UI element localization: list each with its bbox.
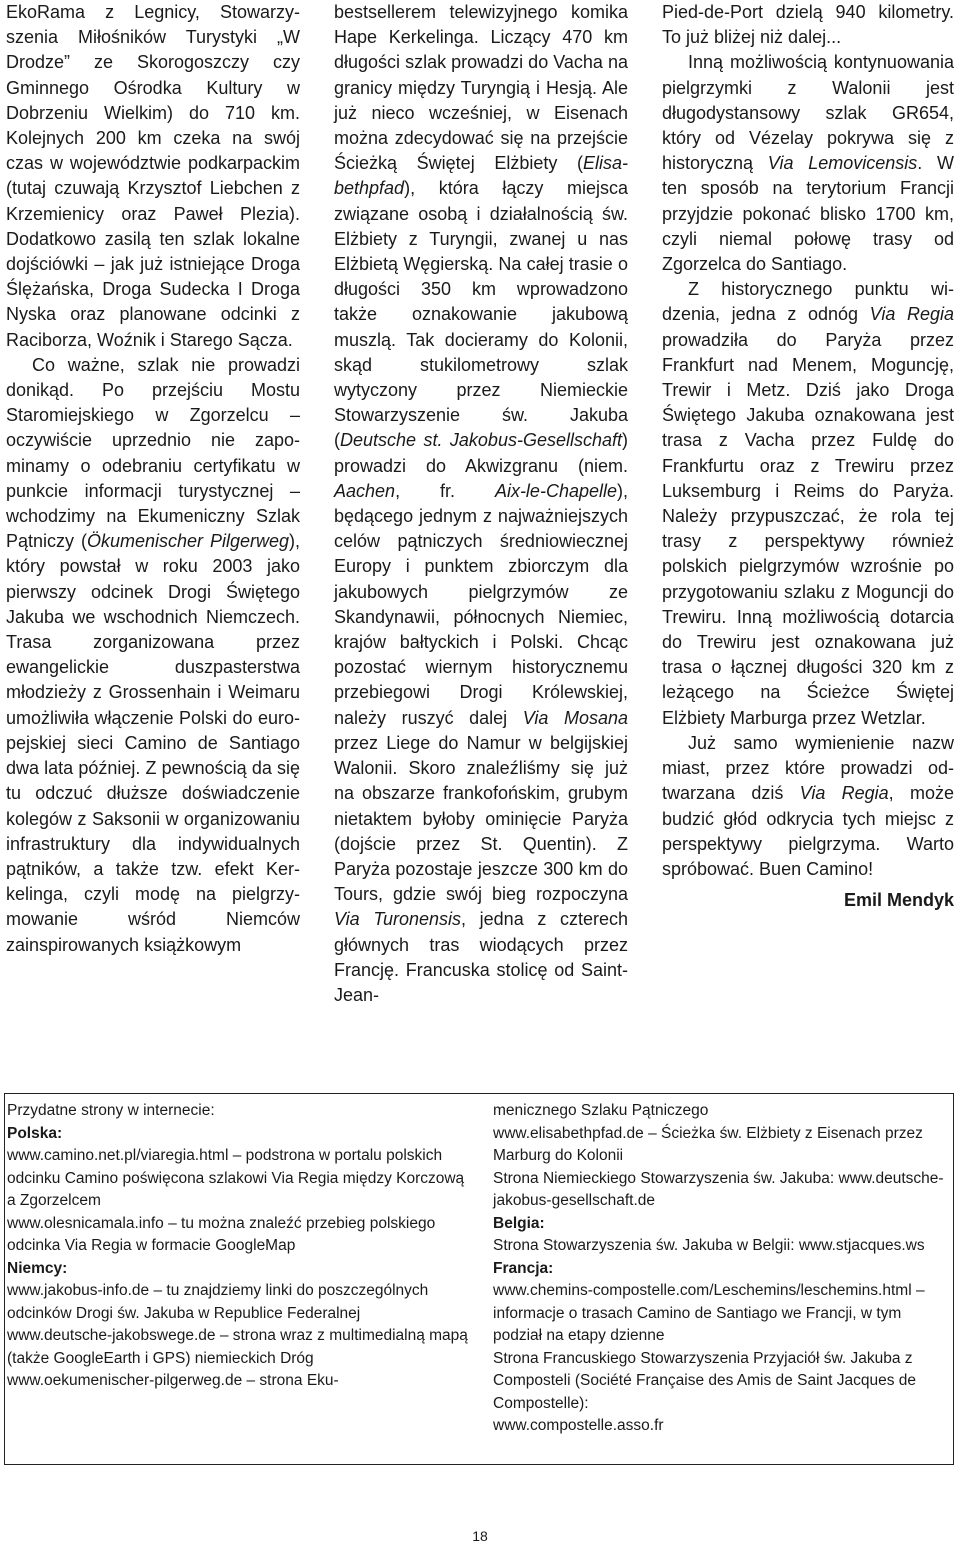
link-entry: www.jakobus-info.de – tu znajdziemy linki do poszczególnych odcinków Drogi św. Jakuba w Republice Federalnej [7, 1282, 429, 1322]
article-paragraph [334, 0, 628, 1008]
text-run: EkoRama z Legnicy, Stowarzyszenia Miłośników Turystyki „W Drodze” ze Skorogoszczy czy Gminnego Ośrodka Kultury w Dobrzeniu Wielkim) do 710 km. Kolejnych 200 km czeka na swój czas w województwie podkarpackim (tutaj czuwają Krzysztof Liebchen z Krzemienicy oraz Paweł Plezia). Dodatkowo zasilą ten szlak lokalne dojściówki – jak już istniejące Droga Ślężańska, Droga Sudecka I Droga Nyska oraz planowane odcinki z Raciborza, Woźnik i Starego Sącza. [6, 2, 300, 350]
text-run: , może budzić głód odkrycia tych miejsc z perspektywy pielgrzyma. Warto spróbować. Buen Camino! [662, 783, 954, 879]
article-paragraph [662, 731, 954, 882]
article-column-3 [662, 0, 954, 913]
country-heading: Francja: [493, 1259, 554, 1277]
italic-term: Via Turonensis [334, 909, 462, 930]
link-entry: Przydatne strony w internecie: [7, 1102, 215, 1119]
italic-term: Via Regia [799, 783, 889, 804]
country-heading: Niemcy: [7, 1259, 68, 1277]
link-entry: Strona Francuskiego Stowarzyszenia Przyjaciół św. Jakuba z Composteli (Société Française des Amis de Saint Jacques de Compostelle): [493, 1349, 917, 1412]
link-entry: www.chemins-compostelle.com/Leschemins/leschemins.html – informacje o trasach Camino de Santiago we Francji, w tym podział na etapy dzienne [493, 1282, 925, 1344]
country-heading: Polska: [7, 1124, 63, 1142]
italic-term: Deutsche st. Jakobus-Gesellschaft [340, 430, 622, 451]
link-entry: www.elisabethpfad.de – Ścieżka św. Elżbiety z Eisenach przez Marburg do Kolonii [493, 1124, 923, 1164]
text-run: bestsellerem telewizyjnego komika Hape Kerkelinga. Liczący 470 km długości szlak prowadzi do Vacha na granicy między Turyngią i Hesją. Ale już nieco wcześniej, w Eisenach można zdecydować się na przejście Ścieżką Świętej Elżbiety ( [334, 2, 628, 174]
link-entry: www.compostelle.asso.fr [493, 1417, 664, 1434]
text-run: Pied-de-Port dzielą 940 kilometry. To już bliżej niż dalej... [662, 2, 954, 48]
article-paragraph [662, 50, 954, 277]
text-run: Już samo wymienienie nazw miast, przez które prowadzi odtwarzana dziś [662, 732, 954, 804]
text-run: Co ważne, szlak nie prowadzi donikąd. Po przejściu Mostu Staromiejskiego w Zgorzelcu – oczywiście uprzednio nie zapominamy o odebraniu certyfikatu w punkcie informacji turystycznej – wchodzimy na Ekumeniczny Szlak Pątniczy ( [6, 354, 300, 552]
article-column-2 [334, 0, 628, 1008]
italic-term: Aix-le-Chapelle [494, 480, 617, 501]
text-run: ) prowadzi do Akwizgranu (niem. [334, 430, 628, 476]
article-paragraph [662, 277, 954, 731]
italic-term: Ökumenischer Pilgerweg [86, 531, 289, 552]
text-run: Z historycznego punktu widzenia, jedna z odnóg [662, 279, 954, 325]
link-entry: Strona Stowarzyszenia św. Jakuba w Belgii: www.stjacques.ws [493, 1237, 925, 1254]
page-number: 18 [472, 1528, 488, 1544]
text-run: , fr. [395, 480, 495, 501]
italic-term: Via Lemovicensis [767, 153, 918, 174]
text-run: przez Liege do Namur w belgijskiej Walonii. Skoro znaleźliśmy się już na obszarze frankofońskim, grubym nietaktem byłoby ominięcie Paryża (dojście przez St. Quentin). Z Paryża pozostaje jeszcze 300 km do Tours, gdzie swój bieg rozpoczyna [334, 732, 628, 905]
text-run: . W ten sposób na terytorium Francji przyjdzie pokonać blisko 1700 km, czyli niemal połowę trasy od Zgorzelca do Santiago. [662, 153, 954, 275]
text-run: ), która łączy miejsca związane osobą i działalnością św. Elżbiety z Turyngii, zwanej u nas Elżbietą Węgierską. Na całej trasie o długości 350 km wprowadzono także oznakowanie jakubową muszlą. Tak docieramy do Kolonii, skąd stukilometrowy szlak wytyczony przez Niemieckie Stowarzyszenie św. Jakuba ( [334, 178, 628, 451]
italic-term: Via Mosana [522, 707, 628, 728]
text-run: prowadziła do Paryża przez Frankfurt nad Menem, Moguncję, Trewir i Metz. Dziś jako Droga Świętego Jakuba oznakowana jest trasa z Vacha przez Fuldę do Frankfurtu oraz z Trewiru przez Luksemburg i Reims do Paryża. Należy przypuszczać, że rola tej trasy z perspektywy również polskich pielgrzymów wzrośnie po przygotowaniu szlaku z Moguncji do Trewiru. Inną możliwością dotarcia do Trewiru jest oznakowana już trasa o łącznej długości 320 km z leżącego na Ścieżce Świętej Elżbiety Marburga przez Wetzlar. [662, 329, 954, 728]
link-entry: www.deutsche-jakobswege.de – strona wraz z multimedialną mapą (także GoogleEarth i GPS) niemieckich Dróg [7, 1327, 468, 1367]
text-run: ), który powstał w roku 2003 jako pierwszy odcinek Drogi Świętego Jakuba we wschodnich Niemczech. Trasa zorganizowana przez ewangelickie duszpasterstwa młodzieży z Grossenhain i Weimaru umożliwiła włączenie Polski do europejskiej sieci Camino de Santiago dwa lata później. Z pewnością da się tu odczuć dłuższe doświadczenie kolegów z Saksonii w organizowaniu infrastruktury dla indywidualnych pątników, a także tzw. efekt Kerkelinga, czyli modę na pielgrzymowanie wśród Niemców zainspirowanych książkowym [6, 531, 300, 955]
link-entry: Strona Niemieckiego Stowarzyszenia św. Jakuba: www.deutsche-jakobus-gesellschaft.de [493, 1169, 944, 1209]
link-entry: menicznego Szlaku Pątniczego [493, 1102, 709, 1119]
link-entry: www.oekumenischer-pilgerweg.de – strona Eku- [7, 1372, 339, 1389]
text-run: Inną możliwością kontynuowania pielgrzymki z Walonii jest długodystansowy szlak GR654, który od Vézelay pokrywa się z historyczną [662, 52, 954, 174]
italic-term: Aachen [334, 480, 396, 501]
article-paragraph [6, 0, 300, 353]
text-run: , jedna z czterech głównych tras wiodących przez Francję. Francuska stolicę od Saint-Jean- [334, 909, 628, 1005]
link-entry: www.olesnicamala.info – tu można znaleźć przebieg polskiego odcinka Via Regia w formacie GoogleMap [7, 1214, 436, 1254]
country-heading: Belgia: [493, 1214, 545, 1232]
links-column-1 [7, 1100, 475, 1393]
italic-term: Via Regia [869, 304, 954, 325]
article-paragraph [6, 353, 300, 958]
useful-links-box [4, 1093, 954, 1465]
italic-term: Elisabethpfad [334, 153, 628, 199]
link-entry: www.camino.net.pl/viaregia.html – podstrona w portalu polskich odcinku Camino poświęcona szlakowi Via Regia między Korczową a Zgorzelcem [7, 1147, 465, 1209]
article-column-1 [6, 0, 300, 958]
article-paragraph [662, 0, 954, 50]
author-signature: Emil Mendyk [843, 890, 954, 911]
text-run: ), będącego jednym z najważniejszych celów pątniczych średniowiecznej Europy i punktem zbiorczym dla jakubowych pielgrzymów ze Skandynawii, północnych Niemiec, krajów bałtyckich i Polski. Chcąc pozostać wiernym historycznemu przebiegowi Drogi Królewskiej, należy ruszyć dalej [334, 480, 628, 728]
links-column-2 [493, 1100, 949, 1438]
